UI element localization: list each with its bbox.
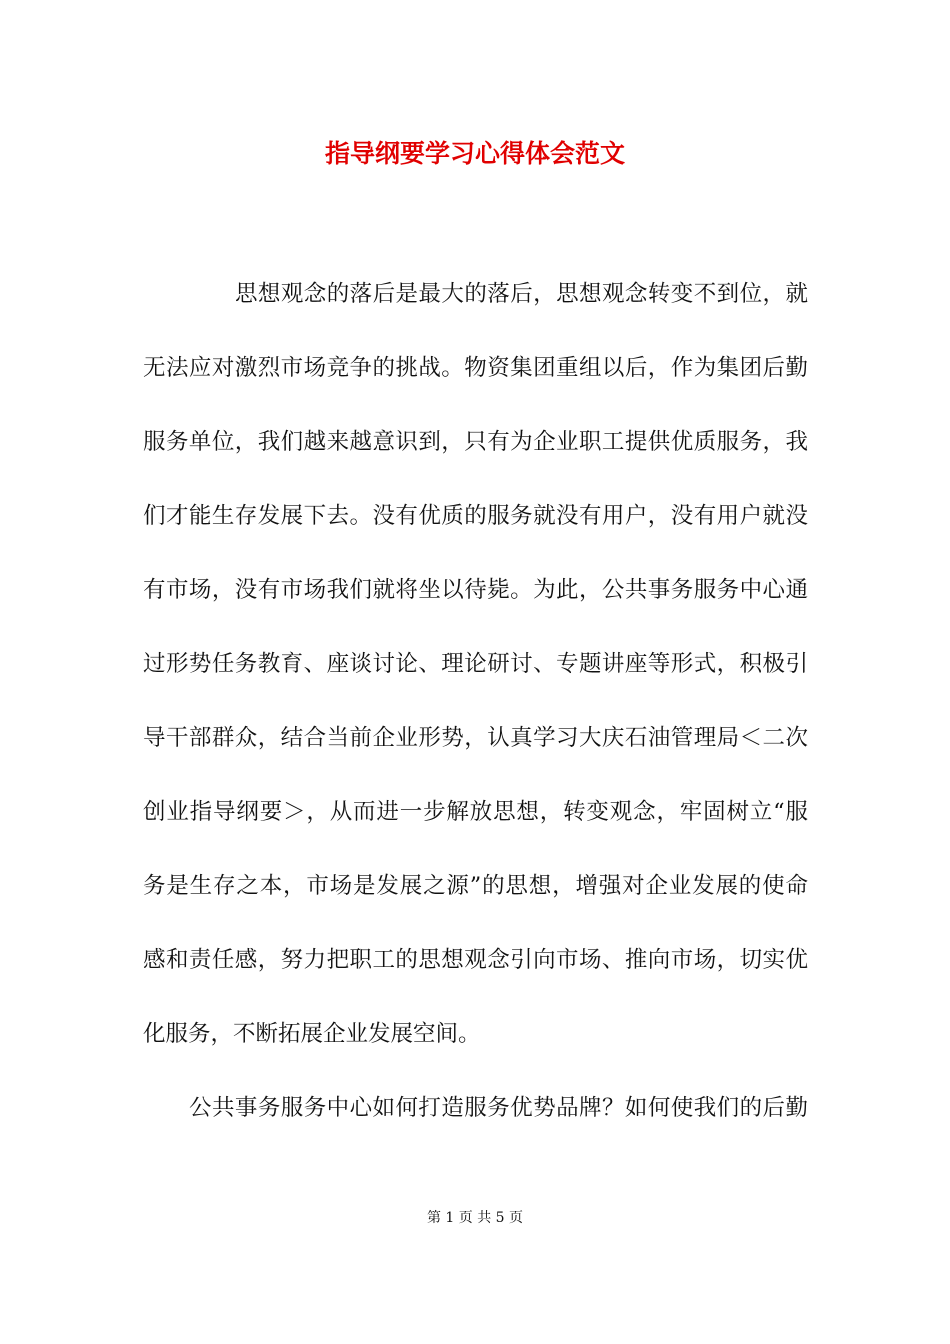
body-line: 过形势任务教育、座谈讨论、理论研讨、专题讲座等形式，积极引 [143,651,808,677]
body-line: 思想观念的落后是最大的落后，思想观念转变不到位，就 [235,281,808,307]
body-line: 服务单位，我们越来越意识到，只有为企业职工提供优质服务，我 [143,429,808,455]
body-line: 们才能生存发展下去。没有优质的服务就没有用户，没有用户就没 [143,503,808,529]
body-line: 导干部群众，结合当前企业形势，认真学习大庆石油管理局＜二次 [143,725,808,751]
page-footer: 第 1 页 共 5 页 [426,1210,524,1226]
body-line: 公共事务服务中心如何打造服务优势品牌？如何使我们的后勤 [189,1095,808,1121]
body-line: 化服务，不断拓展企业发展空间。 [143,1021,481,1047]
body-line: 创业指导纲要＞，从而进一步解放思想，转变观念，牢固树立“服 [143,799,808,825]
document-title: 指导纲要学习心得体会范文 [324,139,625,168]
body-line: 有市场，没有市场我们就将坐以待毙。为此，公共事务服务中心通 [143,577,808,603]
body-line: 务是生存之本，市场是发展之源”的思想，增强对企业发展的使命 [143,873,808,899]
body-line: 感和责任感，努力把职工的思想观念引向市场、推向市场，切实优 [143,947,808,973]
body-line: 无法应对激烈市场竞争的挑战。物资集团重组以后，作为集团后勤 [143,355,808,381]
